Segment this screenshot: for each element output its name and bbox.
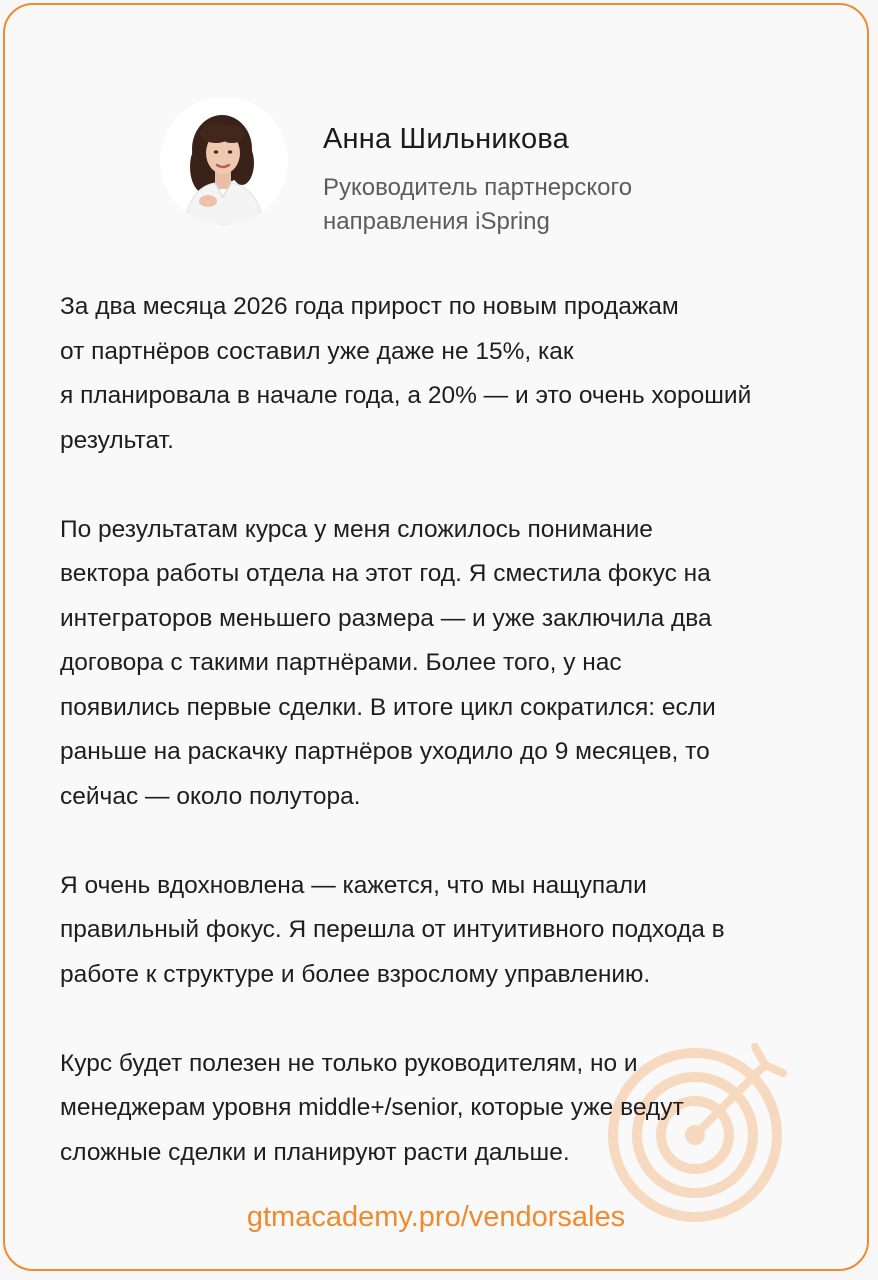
- paragraph: [60, 285, 860, 463]
- text-line: За два месяца 2026 года прирост по новым продажам: [60, 293, 679, 320]
- role-line: направления iSpring: [323, 208, 550, 235]
- text-line: По результатам курса у меня сложилось понимание: [60, 515, 653, 543]
- paragraph: [60, 508, 860, 820]
- person-name: Анна Шильникова: [323, 123, 569, 155]
- text-line: работе к структуре и более взрослому управлению.: [60, 960, 651, 988]
- paragraph: [60, 1042, 860, 1176]
- text-line: договора с такими партнёрами. Более того, у нас: [60, 649, 622, 676]
- text-line: я планировала в начале года, а 20% — и это очень хороший: [60, 382, 752, 409]
- text-line: появились первые сделки. В итоге цикл сократился: если: [60, 693, 716, 721]
- text-line: правильный фокус. Я перешла от интуитивного подхода в: [60, 916, 725, 943]
- text-line: интеграторов меньшего размера — и уже заключила два: [60, 604, 712, 632]
- avatar: [160, 97, 288, 225]
- testimonial-text: [60, 285, 860, 1220]
- text-line: сложные сделки и планируют расти дальше.: [60, 1138, 570, 1166]
- person-photo-icon: [160, 97, 288, 225]
- role-line: Руководитель партнерского: [323, 174, 633, 201]
- text-line: раньше на раскачку партнёров уходило до 9 месяцев, то: [60, 738, 710, 765]
- person-role: [323, 171, 793, 239]
- text-line: сейчас — около полутора.: [60, 782, 361, 810]
- text-line: Курс будет полезен не только руководителям, но и: [60, 1049, 638, 1077]
- paragraph: [60, 864, 860, 998]
- footer-link[interactable]: gtmacademy.pro/vendorsales: [246, 1201, 626, 1233]
- text-line: вектора работы отдела на этот год. Я сместила фокус на: [60, 560, 711, 587]
- text-line: менеджерам уровня middle+/senior, которые уже ведут: [60, 1094, 684, 1121]
- text-line: от партнёров составил уже даже не 15%, как: [60, 337, 574, 365]
- text-line: результат.: [60, 426, 174, 454]
- testimonial-card: [3, 3, 869, 1271]
- text-line: Я очень вдохновлена — кажется, что мы нащупали: [60, 871, 647, 899]
